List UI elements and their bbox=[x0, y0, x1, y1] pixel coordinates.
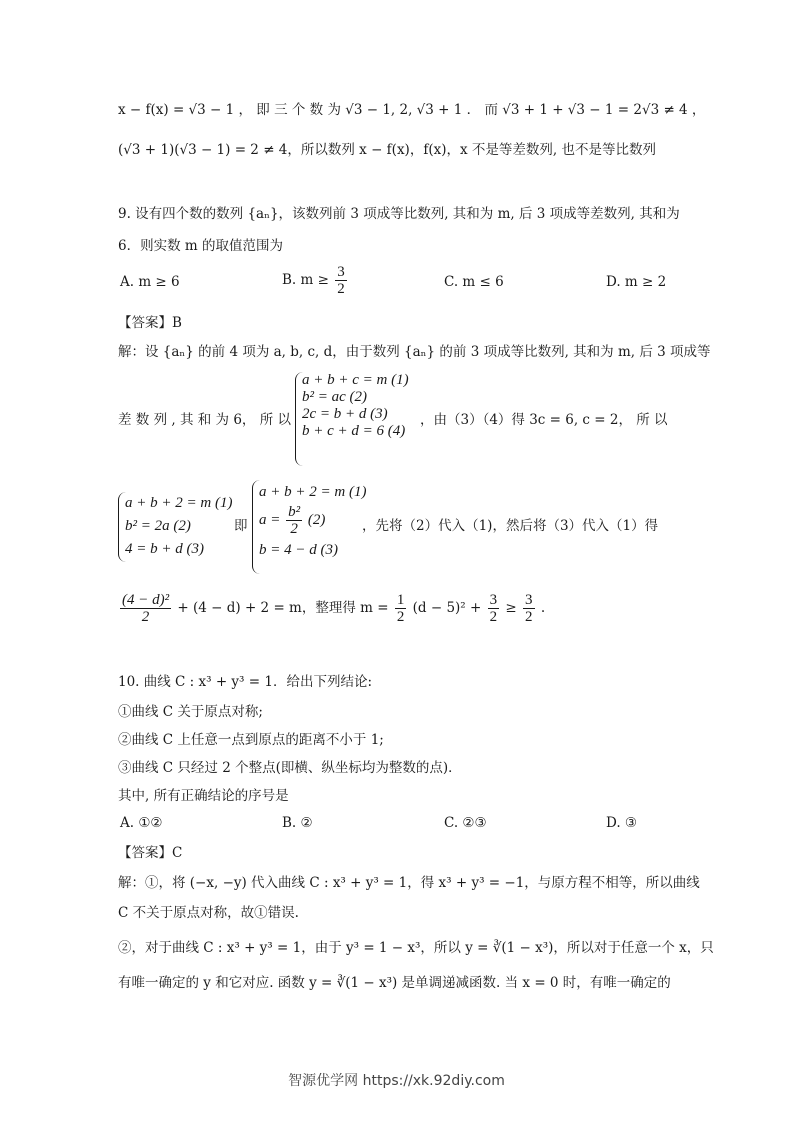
option-b: B. ② bbox=[282, 815, 313, 831]
fraction: $\frac{3}{2}$ bbox=[525, 592, 533, 625]
option-b-label: B. m ≥ bbox=[282, 272, 329, 288]
equation-system-3: a + b + 2 = m (1) a = $\frac{\text{b²}}{2}$ (2) b = 4 − d (3) bbox=[252, 480, 366, 574]
option-b bbox=[282, 264, 349, 297]
question-10-prompt: 其中, 所有正确结论的序号是 bbox=[118, 788, 289, 804]
footer-watermark: 智源优学网 https://xk.92diy.com bbox=[288, 1073, 505, 1089]
ji-word: 即 bbox=[234, 518, 248, 534]
solution-line: 解：设 {aₙ} 的前 4 项为 a, b, c, d，由于数列 {aₙ} 的前 3 项成等比数列, 其和为 m, 后 3 项成等 bbox=[118, 344, 711, 360]
equation-system-2: a + b + 2 = m (1) b² = 2a (2) 4 = b + d (3) bbox=[118, 492, 232, 562]
option-d: D. m ≥ 2 bbox=[606, 274, 667, 290]
fraction: $\frac{3}{2}$ bbox=[337, 264, 345, 297]
fraction: $\frac{1}{2}$ bbox=[396, 592, 405, 625]
solution-line: $\frac{\text{(4 − d)²}}{2}$ + (4 − d) + 2 = m，整理得 m = $\frac{1}{2}$ (d − 5)² + $\frac{3}{2}$ ≥ $\frac{3}{2}$ . bbox=[122, 592, 546, 625]
conclusion-item: ③曲线 C 只经过 2 个整点(即横、纵坐标均为整数的点)． bbox=[118, 760, 462, 776]
conclusion-item: ②曲线 C 上任意一点到原点的距离不小于 1; bbox=[118, 732, 384, 748]
answer-label: 【答案】B bbox=[118, 315, 182, 331]
solution-line: 差 数 列 , 其 和 为 6， 所 以 bbox=[118, 412, 292, 428]
option-c: C. ②③ bbox=[444, 815, 487, 831]
option-d: D. ③ bbox=[606, 815, 638, 831]
question-10-stem: 10. 曲线 C : x³ + y³ = 1．给出下列结论: bbox=[118, 674, 373, 690]
solution-line: ，由（3）（4）得 3c = 6, c = 2， 所 以 bbox=[420, 412, 668, 428]
fraction: $\frac{\text{(4 − d)²}}{2}$ bbox=[122, 592, 170, 625]
question-9-stem-cont: 6．则实数 m 的取值范围为 bbox=[118, 238, 283, 254]
solution-line: 有唯一确定的 y 和它对应. 函数 y = ∛(1 − x³) 是单调递减函数. 当 x = 0 时，有唯一确定的 bbox=[118, 975, 671, 991]
conclusion-item: ①曲线 C 关于原点对称; bbox=[118, 704, 263, 720]
solution-line: 解：①，将 (−x, −y) 代入曲线 C : x³ + y³ = 1，得 x³ + y³ = −1，与原方程不相等，所以曲线 bbox=[118, 875, 700, 891]
solution-line: ，先将（2）代入（1)，然后将（3）代入（1）得 bbox=[362, 518, 659, 534]
fraction: $\frac{\text{b²}}{2}$ bbox=[288, 504, 301, 537]
answer-label: 【答案】C bbox=[118, 845, 183, 861]
option-a: A. m ≥ 6 bbox=[120, 274, 180, 290]
text-line: (√3 + 1)(√3 − 1) = 2 ≠ 4，所以数列 x − f(x)，f(x)，x 不是等差数列, 也不是等比数列 bbox=[118, 142, 656, 158]
question-9-stem: 9. 设有四个数的数列 {aₙ}，该数列前 3 项成等比数列, 其和为 m, 后 3 项成等差数列, 其和为 bbox=[118, 206, 680, 222]
equation-system-1: a + b + c = m (1) b² = ac (2) 2c = b + d (3) b + c + d = 6 (4) bbox=[295, 372, 409, 466]
text-line: x − f(x) = √3 − 1 ， 即 三 个 数 为 √3 − 1, 2, √3 + 1 ． 而 √3 + 1 + √3 − 1 = 2√3 ≠ 4 ， bbox=[118, 102, 706, 118]
fraction: $\frac{3}{2}$ bbox=[489, 592, 498, 625]
solution-line: ②，对于曲线 C : x³ + y³ = 1，由于 y³ = 1 − x³，所以 y = ∛(1 − x³)，所以对于任意一个 x，只 bbox=[118, 940, 714, 956]
solution-line: C 不关于原点对称，故①错误. bbox=[118, 905, 299, 921]
option-a: A. ①② bbox=[120, 815, 163, 831]
option-c: C. m ≤ 6 bbox=[444, 274, 504, 290]
